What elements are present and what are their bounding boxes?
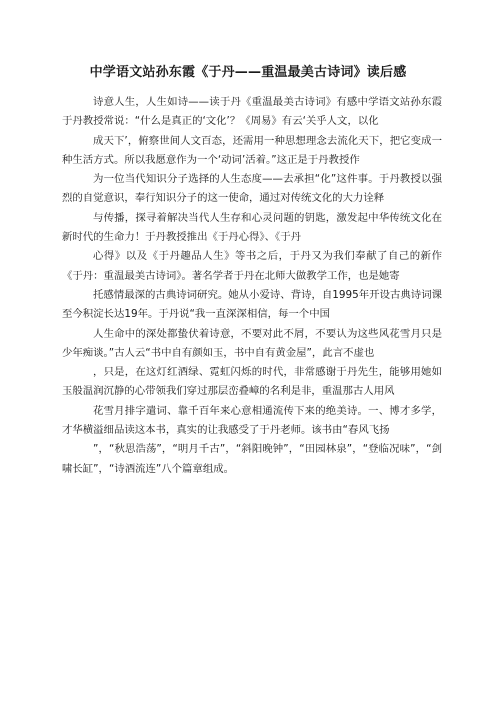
paragraph: 成天下’，俯察世间人文百态，还需用一种思想理念去流化天下，把它变成一种生活方式。所以我愿意作为一个‘动词’活着。”这正是于丹教授作	[62, 134, 442, 166]
paragraph: 人生命中的深处都蛰伏着诗意，不要对此不屑，不要认为这些风花雪月只是少年痴谈。”古人云“书中自有颜如玉，书中自有黄金屋”，此言不虚也	[62, 327, 442, 359]
paragraph: 托感情最深的古典诗词研究。她从小爱诗、背诗，自1995年开设古典诗词课至今积淀长达19年。于丹说“我一直深深相信，每一个中国	[62, 288, 442, 321]
paragraph: ，只是，在这灯红酒绿、霓虹闪烁的时代，非常感谢于丹先生，能够用她如玉般温润沉静的心带领我们穿过那层峦叠嶂的名利是非，重温那古人用风	[62, 366, 442, 398]
paragraph: ”，“秋思浩荡”，“明月千古”，“斜阳晚钟”，“田园林泉”，“登临况味”，“剑啸长缸”，“诗酒流连”八个篇章组成。	[62, 443, 442, 475]
paragraph: 花雪月排字遣词、靠千百年来心意相通流传下来的绝美诗。一、博才多学，才华横溢细品读这本书，真实的让我感受了于丹老师。该书由“春风飞扬	[62, 404, 442, 437]
paragraph: 诗意人生，人生如诗——读于丹《重温最美古诗词》有感中学语文站孙东霞于丹教授常说：“什么是真正的‘文化’？《周易》有云‘关乎人文，以化	[62, 96, 442, 128]
paragraph: 为一位当代知识分子选择的人生态度——去承担“化”这件事。于丹教授以强烈的自觉意识，奉行知识分子的这一使命，通过对传统文化的大力诠释	[62, 173, 442, 205]
paragraph: 心得》以及《于丹趣品人生》等书之后，于丹又为我们奉献了自己的新作《于丹：重温最美古诗词》。著名学者于丹在北师大做教学工作，也是她寄	[62, 250, 442, 282]
page-title: 中学语文站孙东霞《于丹——重温最美古诗词》读后感	[89, 65, 407, 80]
document-body	[62, 93, 442, 479]
paragraph: 与传播，探寻着解决当代人生存和心灵问题的钥匙，激发起中华传统文化在新时代的生命力！于丹教授推出《于丹心得》、《于丹	[62, 211, 442, 244]
